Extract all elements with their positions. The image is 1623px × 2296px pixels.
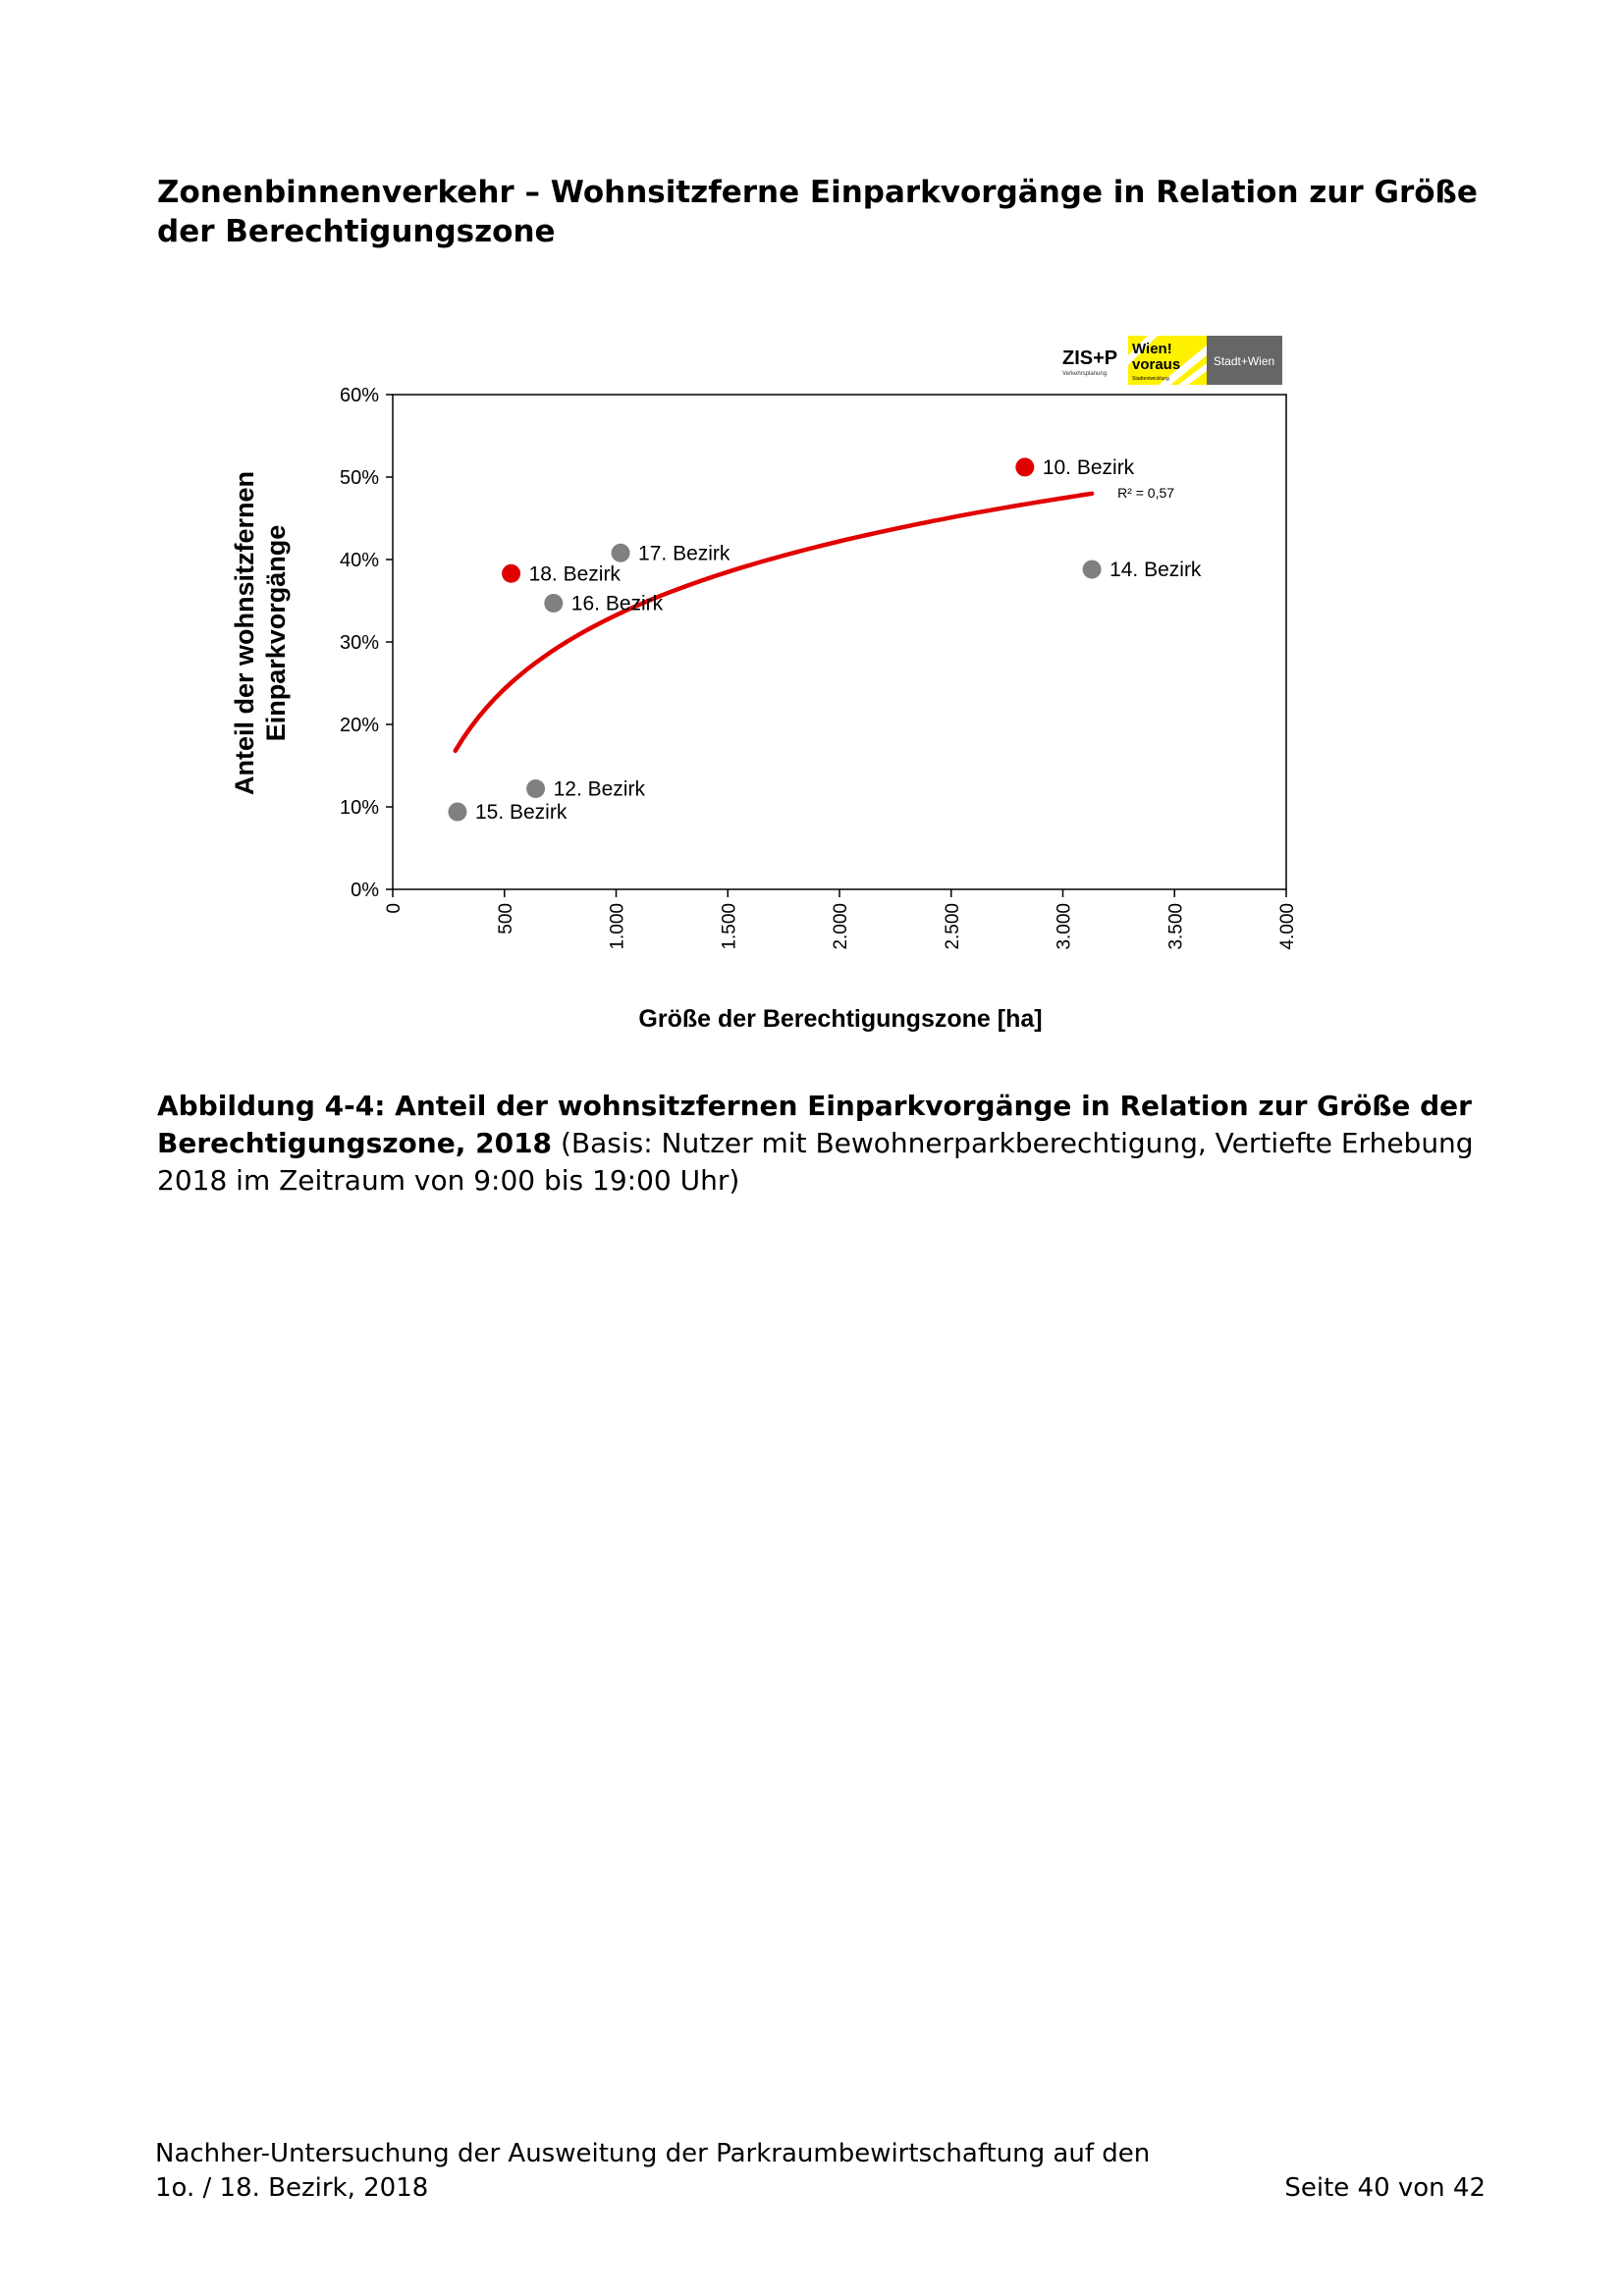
- data-label: 12. Bezirk: [553, 777, 645, 801]
- data-label: 10. Bezirk: [1042, 455, 1135, 479]
- data-label: 16. Bezirk: [570, 592, 664, 615]
- logo-zisp-sub: Verkehrsplanung: [1062, 371, 1108, 377]
- x-tick-label: 0: [384, 903, 405, 914]
- scatter-chart: [0, 0, 1623, 1080]
- data-point: [448, 803, 466, 822]
- y-tick-label: 50%: [339, 467, 379, 489]
- data-point: [526, 779, 545, 798]
- y-tick-label: 60%: [339, 385, 379, 406]
- x-tick-label: 2.500: [942, 903, 963, 950]
- footer-document-title: [155, 2137, 1150, 2206]
- y-axis-title-line-2: Einparkvorgänge: [261, 524, 291, 742]
- figure-caption: [157, 1088, 1502, 1200]
- data-point: [1083, 561, 1102, 579]
- y-axis-title-line-1: Anteil der wohnsitzfernen: [230, 470, 259, 796]
- x-tick-label: 500: [495, 903, 516, 934]
- data-point: [502, 564, 520, 583]
- logo-wien-voraus-line-2: voraus: [1132, 356, 1181, 373]
- data-point: [612, 544, 630, 562]
- data-label: 14. Bezirk: [1109, 559, 1202, 582]
- footer-line-1: Nachher-Untersuchung der Ausweitung der Parkraumbewirtschaftung auf den: [155, 2139, 1151, 2168]
- y-tick-label: 30%: [339, 632, 379, 654]
- caption-note: (Basis: Nutzer mit Bewohnerparkberechtigung, Vertiefte Erhebung 2018 im Zeitraum von 9:00 bis 19:00 Uhr): [157, 1127, 1474, 1197]
- y-tick-label: 10%: [339, 797, 379, 819]
- x-tick-label: 1.000: [607, 903, 628, 950]
- x-tick-label: 3.500: [1165, 903, 1187, 950]
- footer-line-2: 1o. / 18. Bezirk, 2018: [155, 2173, 429, 2203]
- x-tick-label: 4.000: [1277, 903, 1298, 950]
- logo-wien-voraus-sub: Stadtentwicklung: [1132, 376, 1169, 382]
- page-number: Seite 40 von 42: [1284, 2173, 1486, 2203]
- logo-wien-voraus: [1128, 336, 1207, 385]
- x-tick-label: 1.500: [719, 903, 740, 950]
- logo-zisp: ZIS+P: [1062, 347, 1118, 369]
- data-label: 15. Bezirk: [474, 801, 568, 825]
- y-tick-label: 0%: [351, 880, 379, 901]
- data-point: [1015, 457, 1034, 476]
- heading-line-1: Zonenbinnenverkehr – Wohnsitzferne Einparkvorgänge in Relation zur Größe: [157, 175, 1478, 210]
- chart-container: [0, 0, 1623, 1080]
- heading-line-2: der Berechtigungszone: [157, 214, 556, 249]
- x-axis-title: Größe der Berechtigungszone [ha]: [638, 1005, 1043, 1033]
- logo-group: [1058, 336, 1282, 385]
- y-axis-title: [230, 471, 291, 795]
- axis-layer: [340, 385, 1298, 950]
- y-tick-label: 20%: [339, 715, 379, 736]
- y-tick-label: 40%: [339, 550, 379, 571]
- caption-title: Abbildung 4-4: Anteil der wohnsitzfernen Einparkvorgänge in Relation zur Größe der Berechtigungszone, 2018: [157, 1090, 1472, 1159]
- logo-stadt-wien: [1207, 336, 1282, 385]
- x-tick-label: 3.000: [1054, 903, 1075, 950]
- logo-stadt-wien-text: Stadt+Wien: [1213, 354, 1275, 368]
- data-point: [544, 594, 563, 613]
- x-tick-label: 2.000: [831, 903, 851, 950]
- logo-wien-voraus-line-1: Wien!: [1132, 341, 1172, 357]
- data-label: 18. Bezirk: [528, 562, 621, 586]
- r-squared-label: R² = 0,57: [1117, 484, 1175, 501]
- data-label: 17. Bezirk: [638, 542, 730, 565]
